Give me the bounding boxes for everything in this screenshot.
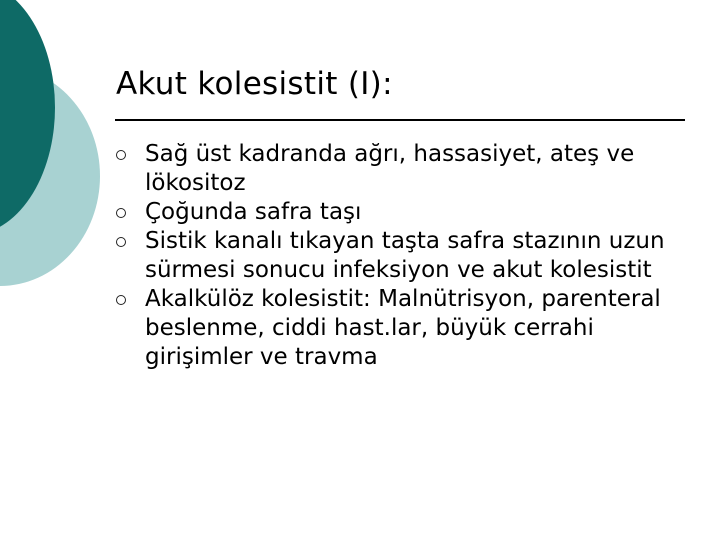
bullet-text: Akalkülöz kolesistit: Malnütrisyon, parenteral beslenme, ciddi hast.lar, büyük cerrahi girişimler ve travma xyxy=(145,286,661,370)
hollow-circle-bullet-icon xyxy=(116,208,126,218)
bullet-list xyxy=(116,140,676,372)
hollow-circle-bullet-icon xyxy=(116,150,126,160)
bullet-text: Sağ üst kadranda ağrı, hassasiyet, ateş ve lökositoz xyxy=(145,141,635,196)
bullet-text: Sistik kanalı tıkayan taşta safra stazının uzun sürmesi sonucu infeksiyon ve akut kolesistit xyxy=(145,228,665,283)
slide-title: Akut kolesistit (I): xyxy=(116,66,393,102)
bullet-item xyxy=(116,140,676,198)
bullet-item xyxy=(116,198,676,227)
bullet-item xyxy=(116,285,676,372)
hollow-circle-bullet-icon xyxy=(116,237,126,247)
bullet-item xyxy=(116,227,676,285)
bullet-text: Çoğunda safra taşı xyxy=(145,199,362,225)
title-underline-divider xyxy=(115,119,685,121)
hollow-circle-bullet-icon xyxy=(116,295,126,305)
